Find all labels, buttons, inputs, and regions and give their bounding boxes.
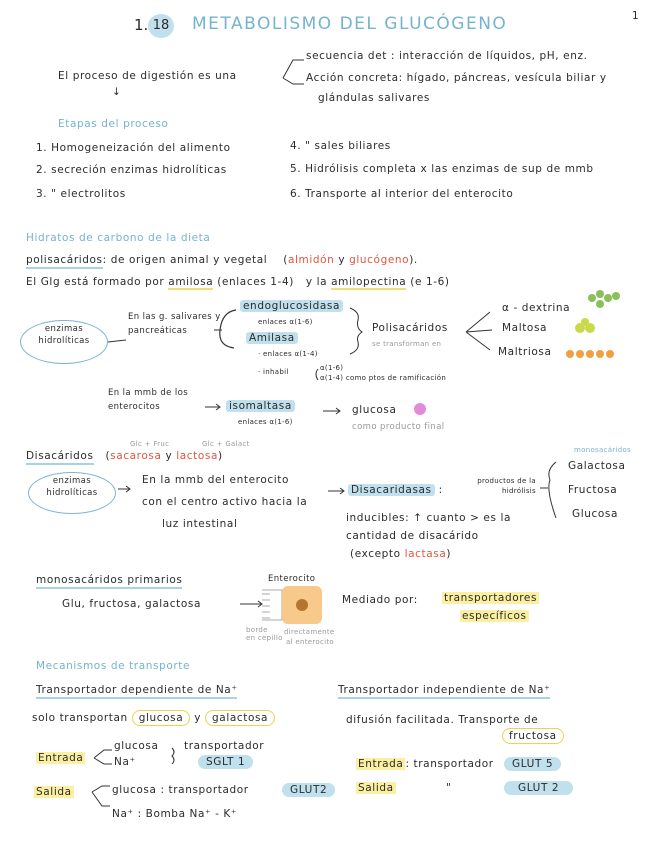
isomaltasa: isomaltasa [226, 400, 295, 412]
glandulas: En las g. salivares y pancreáticas [128, 312, 221, 336]
etapa-2: 2. secreción enzimas hidrolíticas [36, 164, 227, 176]
amilasa-ramificacion: α(1-4) como ptos de ramificación [320, 374, 447, 382]
amilopectina: amilopectina [331, 276, 407, 288]
lactosa: lactosa [176, 450, 219, 462]
intro-branch-2b: glándulas salivares [318, 92, 430, 104]
productos-hidrolisis: productos de la hidrólisis [477, 477, 536, 495]
title-circle: 18 [148, 14, 174, 38]
solo-transportan: solo transportan [32, 712, 128, 724]
y-3: y [194, 712, 202, 724]
sacarosa-note: Glc + Fruc [130, 440, 170, 448]
mmb-line-2: con el centro activo hacia la [142, 496, 308, 508]
directamente: directamente [284, 628, 335, 636]
borde-2: en cepillo [246, 634, 283, 642]
mmb-line-3: luz intestinal [162, 518, 238, 530]
etapa-4: 4. " sales biliares [290, 140, 391, 152]
glut2: GLUT2 [282, 783, 335, 797]
almidon: almidón [287, 254, 335, 266]
entrada-glucosa: glucosa [114, 740, 159, 752]
close-paren-2: ) [446, 548, 452, 560]
intro-lead: El proceso de digestión es una [58, 70, 237, 82]
glucosa-oval: glucosa [132, 710, 191, 726]
glut5: GLUT 5 [504, 757, 561, 771]
entrada-label-2: Entrada [358, 758, 404, 770]
mediado: Mediado por: [342, 594, 418, 606]
glut2b: GLUT 2 [504, 781, 573, 795]
glucogeno: glucógeno [349, 254, 410, 266]
title-number: 1. [134, 16, 149, 34]
alfa-dextrina: α - dextrina [502, 302, 571, 314]
transportador-2: : transportador [405, 758, 494, 770]
isomaltasa-enlaces: enlaces α(1-6) [238, 418, 293, 426]
inducibles-2: cantidad de disacárido [346, 530, 479, 542]
sacarosa: sacarosa [110, 450, 162, 462]
monosacaridos-line: Glu, fructosa, galactosa [62, 598, 202, 610]
borde-1: borde [246, 626, 268, 634]
maltriosa: Maltriosa [498, 346, 552, 358]
transforman: se transforman en [372, 340, 442, 348]
difusion: difusión facilitada. Transporte de [346, 714, 539, 726]
sglt1: SGLT 1 [198, 755, 253, 769]
etapa-3: 3. " electrolitos [36, 188, 126, 200]
enlaces-14: (enlaces 1-4) [217, 276, 294, 288]
lactasa: lactasa [404, 548, 447, 560]
salida-glucosa: glucosa : transportador [112, 784, 249, 796]
mmb-line-1: En la mmb del enterocito [142, 474, 289, 486]
enzimas-oval-2: enzimas hidrolíticas [28, 472, 116, 514]
amilasa-enlaces: · enlaces α(1-4) [258, 350, 318, 358]
inducibles-1: inducibles: ↑ cuanto > es la [346, 512, 512, 524]
al-enterocito: al enterocito [286, 638, 334, 646]
maltosa: Maltosa [502, 322, 548, 334]
lactosa-note: Glc + Galact [202, 440, 250, 448]
transportadores: transportadores [444, 592, 538, 604]
entrada-label: Entrada [38, 752, 84, 764]
excepto: (excepto [350, 548, 401, 560]
monosacaridos-heading: monosacáridos primarios [36, 574, 182, 589]
entrada-na: Na⁺ [114, 756, 136, 768]
polisacaridos-label: polisacáridos [26, 254, 103, 269]
etapas-heading: Etapas del proceso [58, 118, 169, 130]
etapa-5: 5. Hidrólisis completa x las enzimas de sup de mmb [290, 163, 594, 175]
polisacaridos-text: : de origen animal y vegetal [102, 254, 268, 266]
enzimas-oval: enzimas hidrolíticas [20, 320, 108, 364]
amilasa-16: α(1-6) [320, 364, 344, 372]
disacaridos-heading: Disacáridos [26, 450, 94, 465]
glg-line: El Glg está formado por [26, 276, 165, 288]
disacaridasas: Disacaridasas [348, 484, 435, 496]
page-number: 1 [632, 10, 640, 22]
mecanismos-heading: Mecanismos de transporte [36, 660, 191, 672]
intro-branch-1: secuencia det : interacción de líquidos, pH, enz. [306, 50, 588, 62]
salida-label: Salida [36, 786, 72, 798]
especificos: específicos [462, 610, 527, 622]
monosacaridos-label: monosacáridos [574, 446, 631, 454]
galactosa: Galactosa [568, 460, 626, 472]
endoglucosidasa: endoglucosidasa [240, 300, 343, 312]
dependiente-heading: Transportador dependiente de Na⁺ [36, 684, 237, 699]
enterocito-label: Enterocito [268, 574, 316, 584]
galactosa-oval: galactosa [205, 710, 275, 726]
intro-branch-2: Acción concreta: hígado, páncreas, vesícula biliar y [306, 72, 607, 84]
glucosa-mono: Glucosa [572, 508, 619, 520]
salida-label-2: Salida [358, 782, 394, 794]
polisacaridos: Polisacáridos [372, 322, 448, 334]
salida-na: Na⁺ : Bomba Na⁺ - K⁺ [112, 808, 238, 820]
fructosa-oval: fructosa [502, 728, 564, 744]
etapa-1: 1. Homogeneización del alimento [36, 142, 231, 154]
close-paren: ). [409, 254, 418, 266]
fructosa: Fructosa [568, 484, 618, 496]
y-la: y la [305, 276, 328, 288]
glucosa-final: glucosa [352, 404, 397, 416]
endo-enlaces: enlaces α(1-6) [258, 318, 313, 326]
enlaces-16: (e 1-6) [410, 276, 450, 288]
intro-arrow: ↓ [112, 86, 122, 98]
amilasa: Amilasa [246, 332, 298, 344]
etapa-6: 6. Transporte al interior del enterocito [290, 188, 514, 200]
producto-final: como producto final [352, 422, 445, 432]
ditto-mark: " [446, 782, 452, 794]
hidratos-heading: Hidratos de carbono de la dieta [26, 232, 211, 244]
page-title: METABOLISMO DEL GLUCÓGENO [192, 14, 508, 34]
y-2: y [165, 450, 173, 462]
y-1: y [338, 254, 346, 266]
amilosa: amilosa [168, 276, 214, 288]
amilasa-inhabil: · inhabil [258, 368, 289, 376]
en-mmb: En la mmb de los enterocitos [108, 388, 189, 412]
transportador-label: transportador [184, 740, 265, 752]
independiente-heading: Transportador independiente de Na⁺ [338, 684, 550, 699]
